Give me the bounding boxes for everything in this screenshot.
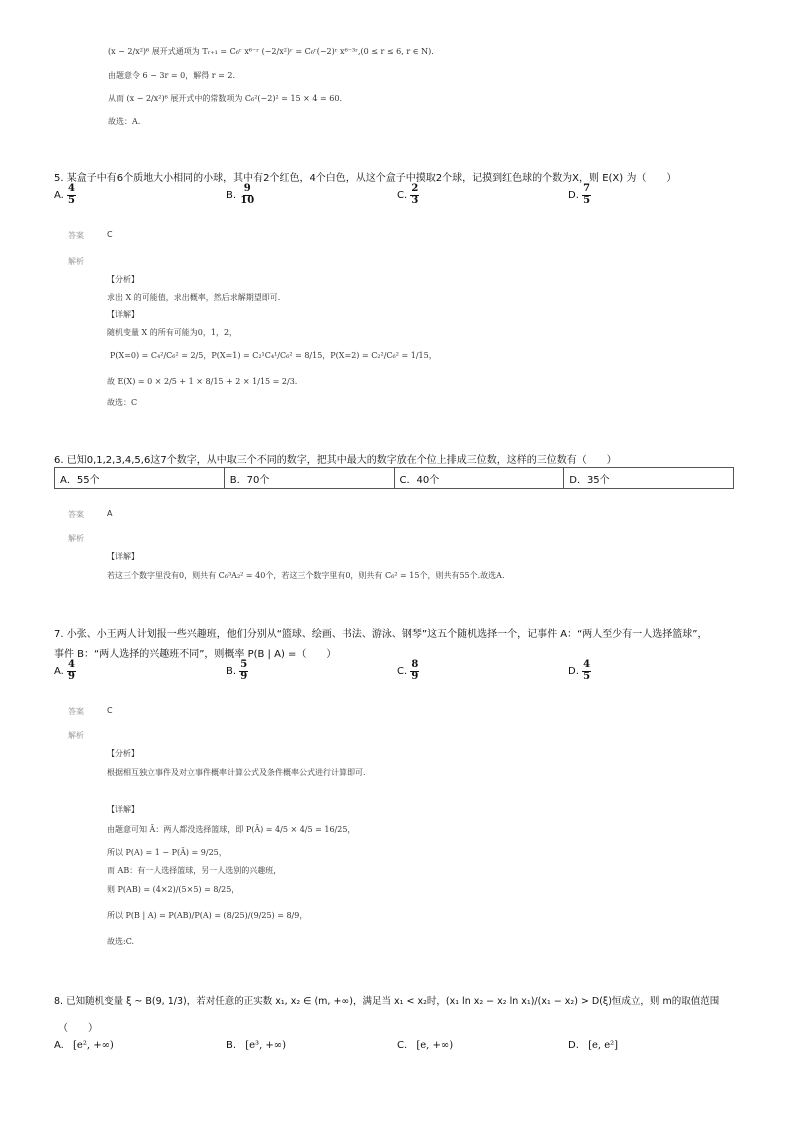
q7-analysis-label: 解析 bbox=[68, 731, 84, 740]
q6-options-table bbox=[54, 467, 734, 489]
option-text: [e, +∞) bbox=[416, 1040, 454, 1051]
q5-analysis-line: P(X=0) = C₄²/C₆² = 2/5，P(X=1) = C₂¹C₄¹/C₆² = 8/15，P(X=2) = C₂²/C₆² = 1/15， bbox=[110, 351, 437, 360]
denominator: 10 bbox=[240, 194, 255, 206]
q7-analysis-line: 则 P(AB) = (4×2)/(5×5) = 8/25， bbox=[107, 885, 240, 894]
denominator: 9 bbox=[68, 670, 75, 682]
q7-answer-value: C bbox=[107, 706, 113, 715]
numerator: 9 bbox=[243, 183, 251, 194]
q7-analysis-line: 故选:C. bbox=[107, 937, 135, 946]
denominator: 3 bbox=[411, 194, 419, 206]
q7-answer-label: 答案 bbox=[68, 707, 84, 716]
q5-analysis-line: 随机变量 X 的所有可能为0，1，2， bbox=[107, 328, 238, 337]
question-7-stem-line-1: 7. 小张、小王两人计划报一些兴趣班，他们分别从“篮球、绘画、书法、游泳、钢琴”这五个随机选择一个，记事件 A：“两人至少有一人选择篮球”， bbox=[54, 629, 708, 640]
numerator: 2 bbox=[411, 183, 419, 194]
numerator: 7 bbox=[583, 183, 591, 194]
option-fraction bbox=[239, 660, 248, 682]
q8-option-c bbox=[397, 1040, 453, 1051]
question-5-stem: 5. 某盒子中有6个质地大小相同的小球，其中有2个红色，4个白色，从这个盒子中摸取2个球，记摸到红色球的个数为X，则 E(X) 为（ ） bbox=[54, 173, 677, 184]
option-fraction bbox=[582, 184, 591, 206]
q5-option-d bbox=[568, 184, 591, 206]
prev-solution-line-4: 故选：A. bbox=[108, 117, 141, 126]
q6-option-a: A．55个 bbox=[55, 468, 225, 489]
question-6-stem: 6. 已知0,1,2,3,4,5,6这7个数字，从中取三个不同的数字，把其中最大的数字放在个位上排成三位数，这样的三位数有（ ） bbox=[54, 455, 617, 466]
q8-option-a bbox=[54, 1040, 114, 1051]
option-letter: D. bbox=[568, 190, 579, 201]
numerator: 4 bbox=[68, 183, 75, 194]
q5-answer-label: 答案 bbox=[68, 231, 84, 240]
q5-analysis-line: 【详解】 bbox=[107, 310, 139, 319]
numerator: 4 bbox=[583, 659, 591, 670]
q8-option-b bbox=[226, 1040, 286, 1051]
option-fraction bbox=[67, 184, 76, 206]
option-fraction bbox=[410, 660, 419, 682]
prev-solution-line-2: 由题意令 6 − 3r = 0，解得 r = 2. bbox=[108, 71, 236, 80]
denominator: 9 bbox=[240, 670, 248, 682]
q5-analysis-line: 故 E(X) = 0 × 2/5 + 1 × 8/15 + 2 × 1/15 = 2/3. bbox=[107, 377, 298, 386]
q7-analysis-line: 【分析】 bbox=[107, 749, 139, 758]
option-fraction bbox=[239, 184, 255, 206]
q6-analysis-label: 解析 bbox=[68, 534, 84, 543]
q7-option-a bbox=[54, 660, 76, 682]
q7-analysis-line: 所以 P(B | A) = P(AB)/P(A) = (8/25)/(9/25) = 8/9， bbox=[107, 911, 308, 920]
q5-analysis-line: 求出 X 的可能值，求出概率，然后求解期望即可. bbox=[107, 293, 281, 302]
q5-analysis-line: 故选：C bbox=[107, 398, 138, 407]
option-fraction bbox=[410, 184, 419, 206]
numerator: 4 bbox=[68, 659, 75, 670]
q7-option-d bbox=[568, 660, 591, 682]
denominator: 5 bbox=[583, 670, 591, 682]
q7-analysis-line: 【详解】 bbox=[107, 805, 139, 814]
q6-option-b: B．70个 bbox=[224, 468, 394, 489]
q7-analysis-line: 所以 P(A) = 1 − P(Ā) = 9/25， bbox=[107, 848, 227, 857]
option-letter: A. bbox=[54, 1040, 64, 1051]
question-7-stem-line-2: 事件 B：“两人选择的兴趣班不同”，则概率 P(B | A) =（ ） bbox=[54, 649, 337, 660]
option-text: [e², +∞) bbox=[73, 1040, 114, 1051]
table-row bbox=[55, 468, 734, 489]
denominator: 5 bbox=[68, 194, 75, 206]
numerator: 5 bbox=[240, 659, 248, 670]
question-8-stem-paren: （ ） bbox=[58, 1023, 98, 1034]
denominator: 5 bbox=[583, 194, 591, 206]
option-letter: B. bbox=[226, 666, 237, 677]
q6-option-d: D．35个 bbox=[564, 468, 734, 489]
option-letter: B. bbox=[226, 1040, 237, 1051]
q5-option-c bbox=[397, 184, 419, 206]
option-letter: A. bbox=[54, 190, 64, 201]
option-letter: C. bbox=[397, 1040, 408, 1051]
q6-analysis-line: 若这三个数字里没有0，则共有 C₆³A₂² = 40个，若这三个数字里有0，则共有 C₆² = 15个，则共有55个.故选A. bbox=[107, 571, 505, 580]
option-letter: C. bbox=[397, 190, 408, 201]
q7-analysis-line: 根据相互独立事件及对立事件概率计算公式及条件概率公式进行计算即可. bbox=[107, 768, 366, 777]
q5-option-a bbox=[54, 184, 76, 206]
option-fraction bbox=[67, 660, 76, 682]
prev-solution-line-3: 从而 (x − 2/x²)⁶ 展开式中的常数项为 C₆²(−2)² = 15 × 4 = 60. bbox=[108, 94, 343, 103]
q6-answer-value: A bbox=[107, 509, 113, 518]
q7-option-c bbox=[397, 660, 419, 682]
option-letter: D. bbox=[568, 1040, 579, 1051]
q8-option-d bbox=[568, 1040, 618, 1051]
option-letter: B. bbox=[226, 190, 237, 201]
prev-solution-line-1: (x − 2/x²)⁶ 展开式通项为 Tᵣ₊₁ = C₆ʳ x⁶⁻ʳ (−2/x²)ʳ = C₆ʳ(−2)ʳ x⁶⁻³ʳ,(0 ≤ r ≤ 6, r ∈ N). bbox=[108, 47, 434, 56]
q5-analysis-line: 【分析】 bbox=[107, 275, 139, 284]
q7-analysis-line: 而 AB：有一人选择篮球，另一人选别的兴趣班， bbox=[107, 866, 282, 875]
q6-analysis-line: 【详解】 bbox=[107, 552, 139, 561]
q5-option-b bbox=[226, 184, 255, 206]
option-letter: A. bbox=[54, 666, 64, 677]
denominator: 9 bbox=[411, 670, 419, 682]
q5-analysis-label: 解析 bbox=[68, 257, 84, 266]
question-8-stem: 8. 已知随机变量 ξ ~ B(9, 1/3)，若对任意的正实数 x₁, x₂ ∈ (m, +∞)，满足当 x₁ < x₂时，(x₁ ln x₂ − x₂ ln x₁)/(x₁ − x₂) > D(ξ)恒成立，则 m的取值范围 bbox=[54, 996, 720, 1007]
q7-analysis-line: 由题意可知 Ā：两人都没选择篮球，即 P(Ā) = 4/5 × 4/5 = 16/25， bbox=[107, 825, 356, 834]
q5-answer-value: C bbox=[107, 230, 113, 239]
option-letter: D. bbox=[568, 666, 579, 677]
q6-option-c: C．40个 bbox=[394, 468, 564, 489]
option-text: [e, e²] bbox=[588, 1040, 619, 1051]
numerator: 8 bbox=[411, 659, 419, 670]
option-fraction bbox=[582, 660, 591, 682]
q7-option-b bbox=[226, 660, 248, 682]
q6-answer-label: 答案 bbox=[68, 510, 84, 519]
option-text: [e³, +∞) bbox=[245, 1040, 287, 1051]
option-letter: C. bbox=[397, 666, 408, 677]
